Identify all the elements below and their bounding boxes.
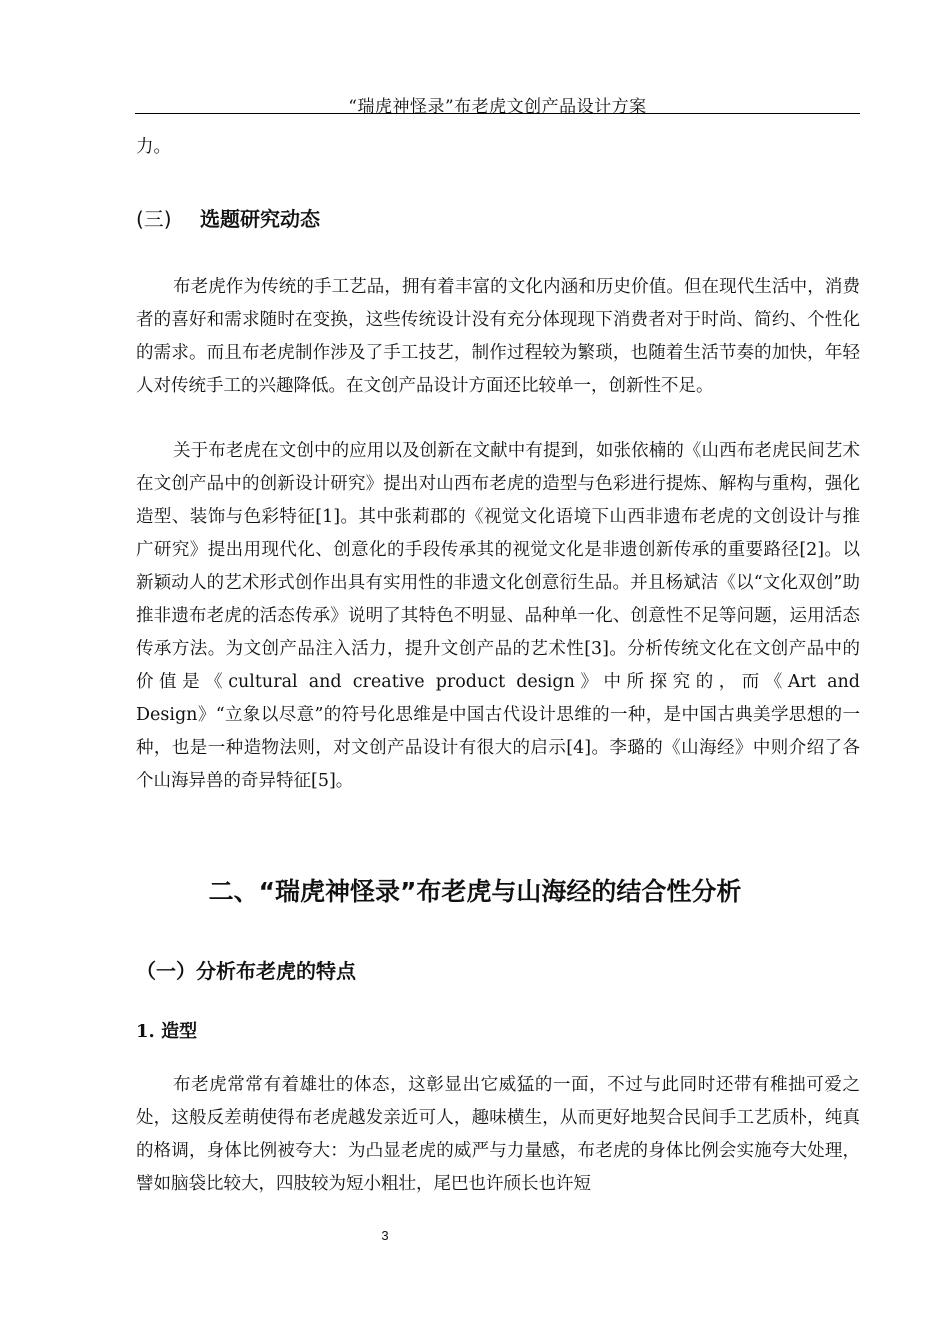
subsection-heading-features: （一）分析布老虎的特点	[136, 959, 356, 983]
sub-heading-title: 造型	[161, 1021, 198, 1042]
section-title: 选题研究动态	[200, 207, 320, 231]
chapter-heading: 二、“瑞虎神怪录”布老虎与山海经的结合性分析	[208, 877, 742, 906]
sub-heading-shape	[136, 1017, 197, 1043]
carry-over-text: 力。	[136, 137, 171, 157]
paragraph-shape: 布老虎常常有着雄壮的体态，这彰显出它威猛的一面，不过与此同时还带有稚拙可爱之处，这般反差萌使得布老虎越发亲近可人，趣味横生，从而更好地契合民间手工艺质朴，纯真的格调，身体比例被夸大：为凸显老虎的威严与力量感，布老虎的身体比例会实施夸大处理，譬如脑袋比较大，四肢较为短小粗壮，尾巴也许颀长也许短	[136, 1075, 860, 1194]
sub-heading-number: 1.	[136, 1021, 155, 1042]
section-heading-research-status	[136, 203, 320, 232]
paragraph-literature-review: 关于布老虎在文创中的应用以及创新在文献中有提到，如张依楠的《山西布老虎民间艺术在文创产品中的创新设计研究》提出对山西布老虎的造型与色彩进行提炼、解构与重构，强化造型、装饰与色彩特征[1]。其中张莉郡的《视觉文化语境下山西非遗布老虎的文创设计与推广研究》提出用现代化、创意化的手段传承其的视觉文化是非遗创新传承的重要路径[2]。以新颖动人的艺术形式创作出具有实用性的非遗文化创意衍生品。并且杨斌洁《以“文化双创”助推非遗布老虎的活态传承》说明了其特色不明显、品种单一化、创意性不足等问题，运用活态传承方法。为文创产品注入活力，提升文创产品的艺术性[3]。分析传统文化在文创产品中的价值是《cultural and creative product design》中所探究的，而《Art and Design》“立象以尽意”的符号化思维是中国古代设计思维的一种，是中国古典美学思想的一种，也是一种造物法则，对文创产品设计有很大的启示[4]。李璐的《山海经》中则介绍了各个山海异兽的奇异特征[5]。	[136, 441, 860, 791]
paragraph-background: 布老虎作为传统的手工艺品，拥有着丰富的文化内涵和历史价值。但在现代生活中，消费者的喜好和需求随时在变换，这些传统设计没有充分体现现下消费者对于时尚、简约、个性化的需求。而且布老虎制作涉及了手工技艺，制作过程较为繁琐，也随着生活节奏的加快，年轻人对传统手工的兴趣降低。在文创产品设计方面还比较单一，创新性不足。	[136, 277, 860, 396]
header-rule	[135, 113, 860, 114]
section-number: (三)	[136, 207, 172, 231]
running-header-title: “瑞虎神怪录”布老虎文创产品设计方案	[348, 97, 647, 117]
page-number: 3	[381, 1228, 389, 1243]
